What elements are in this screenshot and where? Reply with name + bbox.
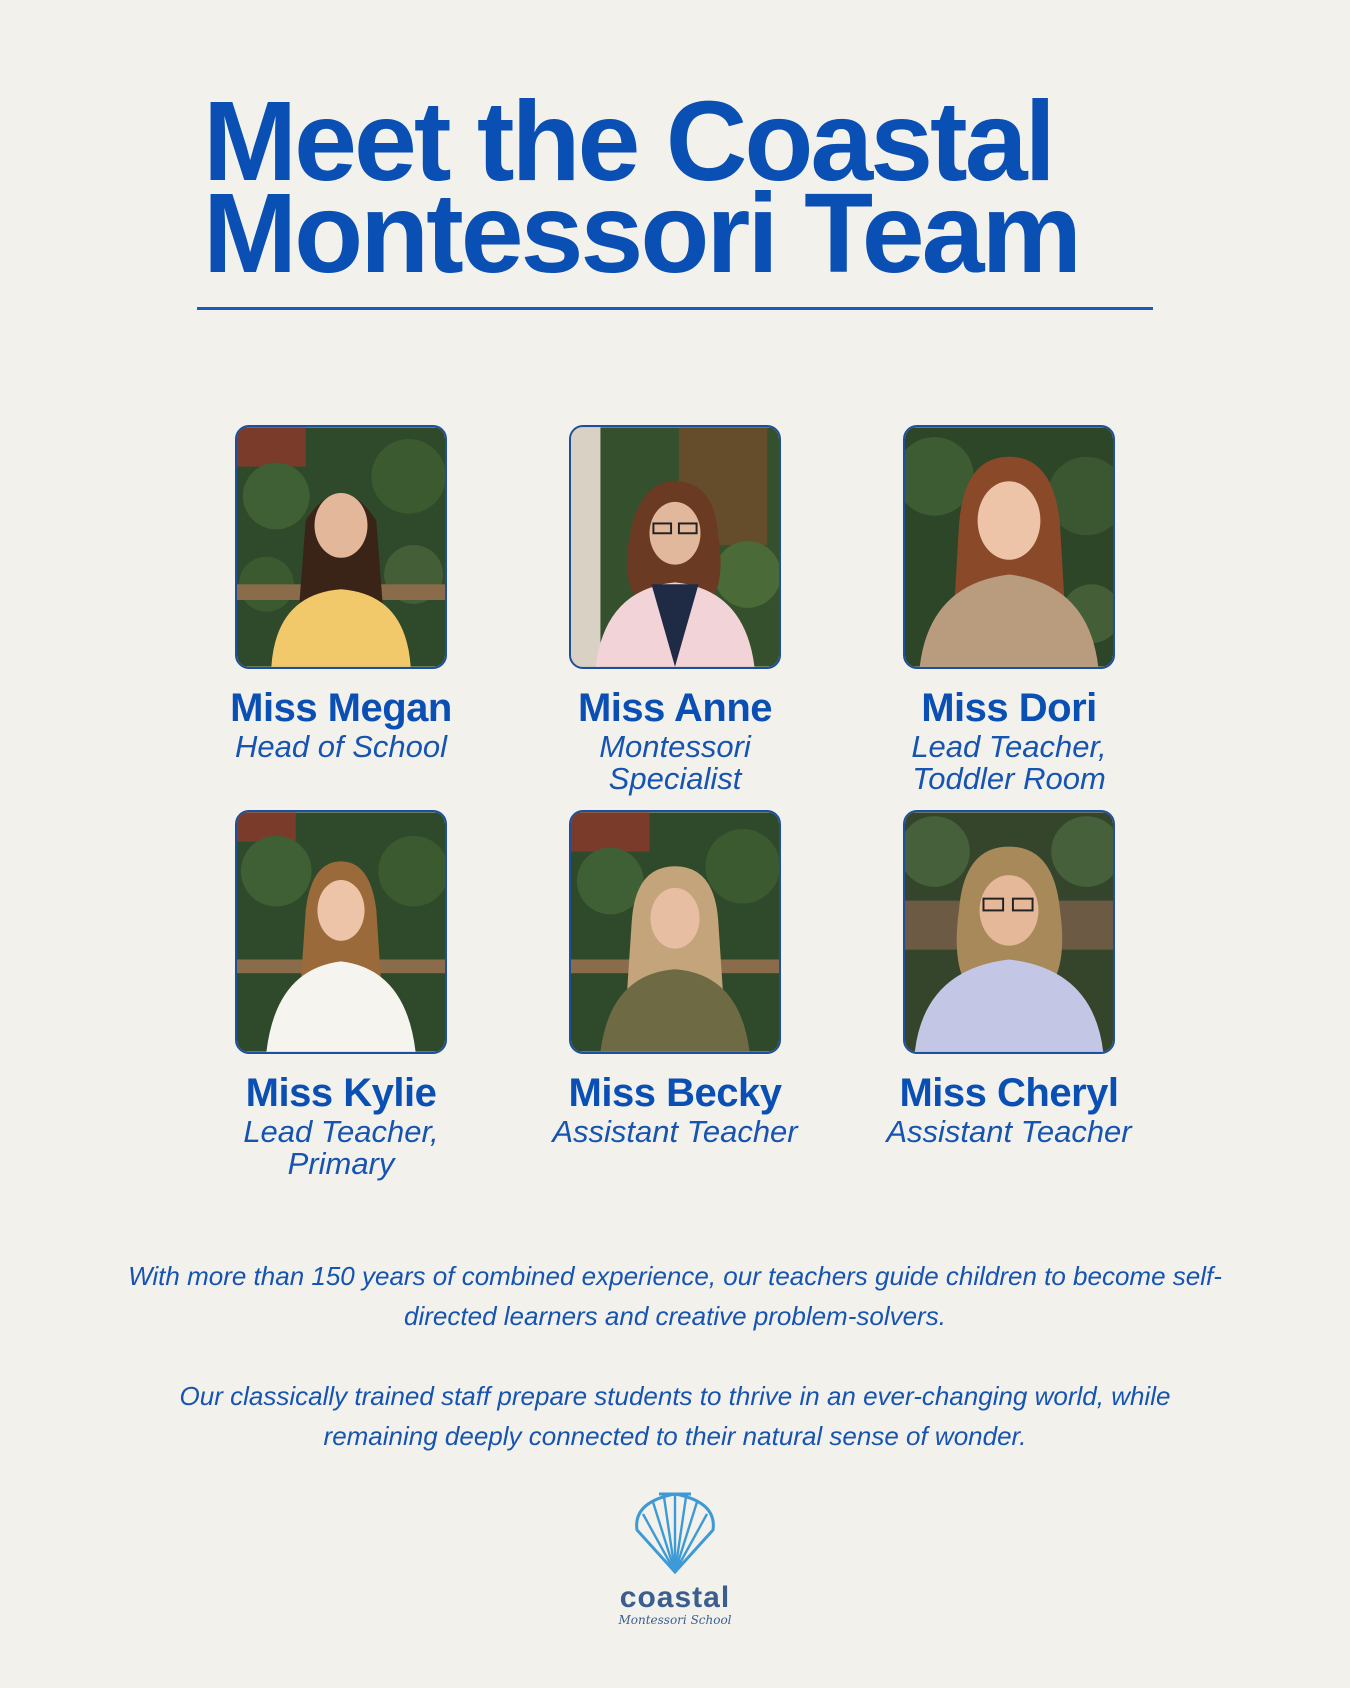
team-member-cheryl — [839, 810, 1179, 1148]
team-member-kylie — [171, 810, 511, 1180]
member-name: Miss Anne — [577, 686, 773, 730]
portrait-photo-cheryl — [903, 810, 1115, 1054]
scallop-shell-icon — [625, 1488, 725, 1576]
member-role: Assistant Teacher — [552, 1114, 798, 1149]
page-title-line-2: Montessori Team — [203, 170, 1079, 296]
member-role: Head of School — [235, 729, 447, 764]
school-logo — [595, 1488, 755, 1627]
member-name: Miss Becky — [568, 1071, 782, 1115]
portrait-photo-anne — [569, 425, 781, 669]
member-role: Lead Teacher, Toddler Room — [911, 729, 1107, 796]
portrait-photo-becky — [569, 810, 781, 1054]
team-member-dori — [839, 425, 1179, 795]
member-name: Miss Cheryl — [899, 1071, 1119, 1115]
portrait-image — [571, 812, 779, 1052]
portrait-image — [237, 427, 445, 667]
portrait-photo-kylie — [235, 810, 447, 1054]
member-role: Lead Teacher, Primary — [243, 1114, 439, 1181]
member-role: Montessori Specialist — [599, 729, 751, 796]
intro-paragraph-2: Our classically trained staff prepare students to thrive in an ever-changing world, while remaining deeply connected to their natural sense of wonder. — [179, 1381, 1171, 1451]
portrait-image — [237, 812, 445, 1052]
intro-paragraph-1: With more than 150 years of combined experience, our teachers guide children to become self-directed learners and creative problem-solvers. — [128, 1261, 1222, 1331]
member-name: Miss Kylie — [245, 1071, 437, 1115]
logo-wordmark: coastal — [619, 1581, 731, 1614]
team-member-becky — [505, 810, 845, 1148]
team-member-megan — [171, 425, 511, 763]
portrait-image — [905, 427, 1113, 667]
portrait-photo-megan — [235, 425, 447, 669]
team-member-anne — [505, 425, 845, 795]
portrait-photo-dori — [903, 425, 1115, 669]
member-name: Miss Megan — [230, 686, 452, 730]
member-role: Assistant Teacher — [886, 1114, 1132, 1149]
page-title-line-1: Meet the Coastal — [203, 78, 1053, 204]
portrait-image — [571, 427, 779, 667]
member-name: Miss Dori — [921, 686, 1097, 730]
portrait-image — [905, 812, 1113, 1052]
logo-subtitle: Montessori School — [618, 1613, 732, 1627]
